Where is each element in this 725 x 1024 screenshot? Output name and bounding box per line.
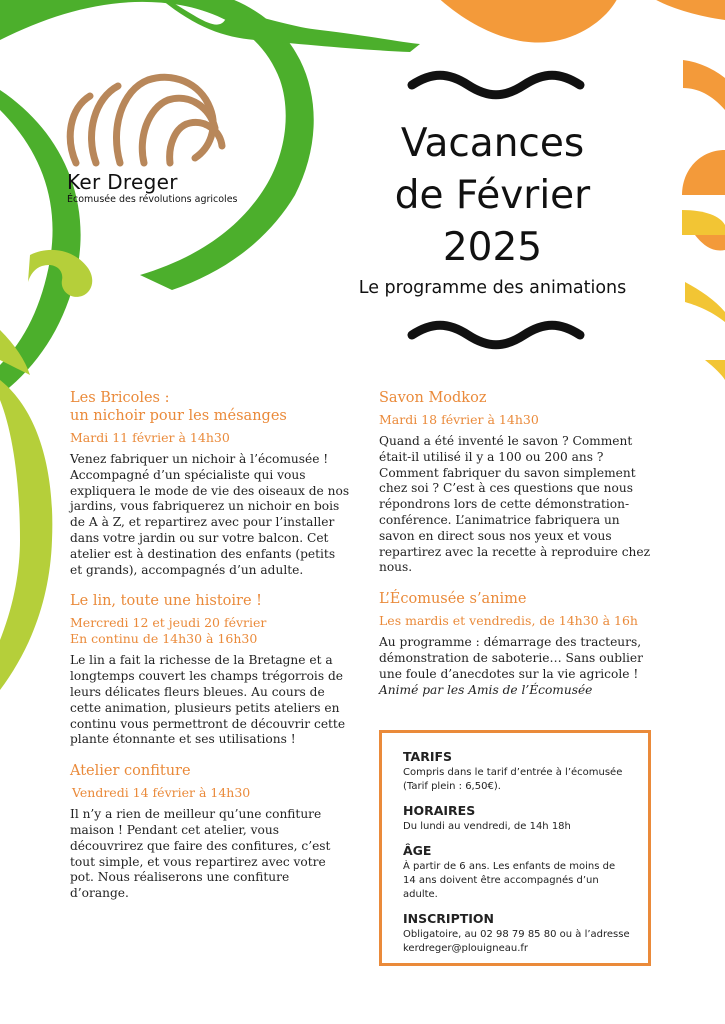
event-title: Savon Modkoz <box>379 390 487 406</box>
orange-arc-right <box>683 60 725 110</box>
event-title: Le lin, toute une histoire ! <box>70 593 262 610</box>
info-text: Compris dans le tarif d’entrée à l’écomusée (Tarif plein : 6,50€). <box>403 767 623 792</box>
event-date: Vendredi 14 février à 14h30 <box>72 785 251 801</box>
orange-swirl-corner <box>640 0 725 20</box>
event-date: Les mardis et vendredis, de 14h30 à 16h <box>379 613 638 629</box>
info-heading: HORAIRES <box>403 803 476 818</box>
practical-info-box <box>379 730 651 966</box>
event-confiture <box>70 762 350 902</box>
event-title: L’Écomusée s’anime <box>379 591 527 608</box>
page-title <box>320 118 665 274</box>
title-line-3: 2025 <box>442 225 543 270</box>
event-description <box>379 635 654 698</box>
event-description: Venez fabriquer un nichoir à l’écomusée ! Accompagné d’un spécialiste qui vous expliquera le mode de vie des oiseaux de nos jardins, vous fabriquerez un nichoir en bois de A à Z, et repartirez avec pour l’installer dans votre jardin ou sur votre balcon. Cet atelier est à destination des enfants (petits et grands), accompagnés d’un adulte. <box>70 452 350 577</box>
page-subtitle: Le programme des animations <box>358 278 627 298</box>
yellow-arc-right <box>705 360 725 380</box>
yellow-band-right <box>682 210 725 235</box>
event-date: Mardi 11 février à 14h30 <box>70 430 230 445</box>
event-description: Il n’y a rien de meilleur qu’une confiture maison ! Pendant cet atelier, vous découvrirez que faire des confitures, c’est tout simple, et vous repartirez avec votre pot. Nous réaliserons une confiture d’orange. <box>70 807 331 901</box>
event-date: Mercredi 12 et jeudi 20 février En continu de 14h30 à 16h30 <box>70 615 267 647</box>
info-text: Du lundi au vendredi, de 14h 18h <box>403 821 571 832</box>
event-description-text: Au programme : démarrage des tracteurs, démonstration de saboterie… Sans oublier une foule d’anecdotes sur la vie agricole ! <box>379 635 643 681</box>
events-left-column <box>70 389 350 902</box>
logo-name: Ker Dreger <box>67 170 178 194</box>
event-description: Le lin a fait la richesse de la Bretagne et a longtemps couvert les champs trégorrois de leurs délicates fleurs bleues. Au cours de cette animation, plusieurs petits ateliers en continu vous permettront de découvrir cette plante étonnante et ses utilisations ! <box>70 653 346 747</box>
info-inscription <box>403 911 630 956</box>
orange-swirl-top <box>430 0 620 43</box>
info-age <box>403 843 630 902</box>
info-horaires <box>403 803 630 834</box>
yellow-wedge-right <box>685 282 725 322</box>
info-text: À partir de 6 ans. Les enfants de moins de 14 ans doivent être accompagnés d’un adulte. <box>403 861 616 900</box>
info-heading: ÂGE <box>403 843 432 858</box>
wavy-line-bottom <box>412 325 580 345</box>
event-date: Mardi 18 février à 14h30 <box>379 412 539 427</box>
events-right-column <box>379 389 654 698</box>
logo-tagline: Écomusée des révolutions agricoles <box>67 194 238 205</box>
orange-quarter-circle <box>682 150 725 195</box>
title-line-1: Vacances <box>400 121 585 166</box>
event-description: Quand a été inventé le savon ? Comment était-il utilisé il y a 100 ou 200 ans ? Comment fabriquer du savon simplement chez soi ? C’est à ces questions que nous répondrons lors de cette démonstration-conférence. L’animatrice fabriquera un savon en direct sous nos yeux et vous repartirez avec la recette à reproduire chez nous. <box>379 434 651 575</box>
event-title: Les Bricoles : un nichoir pour les mésanges <box>70 390 287 424</box>
info-heading: INSCRIPTION <box>403 911 494 926</box>
wavy-line-top <box>412 75 580 95</box>
info-heading: TARIFS <box>403 749 453 764</box>
title-line-2: de Février <box>394 173 591 218</box>
event-lin <box>70 592 350 748</box>
info-text: Obligatoire, au 02 98 79 85 80 ou à l’adresse kerdreger@plouigneau.fr <box>403 929 630 954</box>
orange-drop-right <box>695 235 725 250</box>
furrow-lines-logo-icon <box>60 68 260 168</box>
lime-crescent-shape <box>0 380 52 690</box>
event-savon <box>379 389 654 576</box>
event-ecomusee-anime <box>379 590 654 698</box>
event-bricoles <box>70 389 350 578</box>
event-note: Animé par les Amis de l’Écomusée <box>379 682 593 697</box>
event-title: Atelier confiture <box>70 763 191 780</box>
info-tarifs <box>403 749 630 794</box>
